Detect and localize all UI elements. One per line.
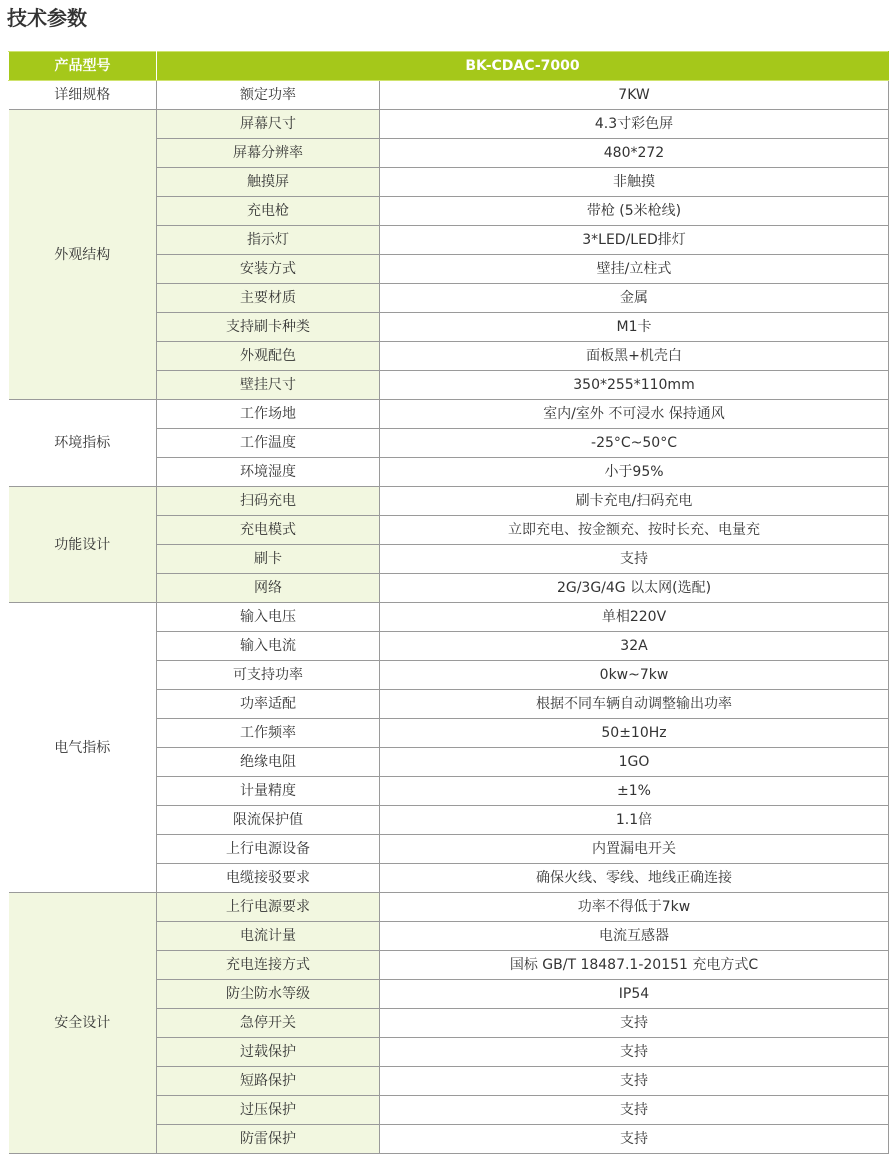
table-row <box>9 81 889 110</box>
param-value-cell: 立即充电、按金额充、按时长充、电量充 <box>380 516 889 545</box>
model-value-header: BK-CDAC-7000 <box>157 52 889 81</box>
param-name-cell: 屏幕分辨率 <box>157 139 380 168</box>
table-header-row <box>9 52 889 81</box>
param-value-cell: 刷卡充电/扫码充电 <box>380 487 889 516</box>
param-name-cell: 主要材质 <box>157 284 380 313</box>
group-label: 安全设计 <box>9 893 157 1154</box>
param-name-cell: 电流计量 <box>157 922 380 951</box>
param-value-cell: 确保火线、零线、地线正确连接 <box>380 864 889 893</box>
param-value-cell: 3*LED/LED排灯 <box>380 226 889 255</box>
param-name-cell: 扫码充电 <box>157 487 380 516</box>
table-row <box>9 487 889 516</box>
param-value-cell: 1GO <box>380 748 889 777</box>
param-value-cell: 带枪 (5米枪线) <box>380 197 889 226</box>
param-name-cell: 额定功率 <box>157 81 380 110</box>
param-name-cell: 短路保护 <box>157 1067 380 1096</box>
param-name-cell: 壁挂尺寸 <box>157 371 380 400</box>
param-value-cell: 小于95% <box>380 458 889 487</box>
param-value-cell: 4.3寸彩色屏 <box>380 110 889 139</box>
param-value-cell: 支持 <box>380 1038 889 1067</box>
param-value-cell: 支持 <box>380 545 889 574</box>
param-value-cell: 50±10Hz <box>380 719 889 748</box>
param-name-cell: 过载保护 <box>157 1038 380 1067</box>
param-name-cell: 充电模式 <box>157 516 380 545</box>
param-name-cell: 外观配色 <box>157 342 380 371</box>
param-value-cell: 480*272 <box>380 139 889 168</box>
param-value-cell: 金属 <box>380 284 889 313</box>
param-name-cell: 屏幕尺寸 <box>157 110 380 139</box>
param-name-cell: 可支持功率 <box>157 661 380 690</box>
param-value-cell: 32A <box>380 632 889 661</box>
param-name-cell: 过压保护 <box>157 1096 380 1125</box>
param-value-cell: 2G/3G/4G 以太网(选配) <box>380 574 889 603</box>
spec-table <box>8 51 889 1154</box>
param-name-cell: 输入电流 <box>157 632 380 661</box>
param-name-cell: 计量精度 <box>157 777 380 806</box>
param-name-cell: 防尘防水等级 <box>157 980 380 1009</box>
param-name-cell: 工作温度 <box>157 429 380 458</box>
param-name-cell: 充电枪 <box>157 197 380 226</box>
param-value-cell: 7KW <box>380 81 889 110</box>
param-name-cell: 功率适配 <box>157 690 380 719</box>
param-value-cell: ±1% <box>380 777 889 806</box>
param-name-cell: 绝缘电阻 <box>157 748 380 777</box>
param-name-cell: 电缆接驳要求 <box>157 864 380 893</box>
param-value-cell: 支持 <box>380 1067 889 1096</box>
param-value-cell: 室内/室外 不可浸水 保持通风 <box>380 400 889 429</box>
param-name-cell: 限流保护值 <box>157 806 380 835</box>
param-name-cell: 网络 <box>157 574 380 603</box>
param-value-cell: 支持 <box>380 1125 889 1154</box>
group-label: 外观结构 <box>9 110 157 400</box>
param-value-cell: 1.1倍 <box>380 806 889 835</box>
table-row <box>9 893 889 922</box>
param-value-cell: 支持 <box>380 1009 889 1038</box>
param-value-cell: 功率不得低于7kw <box>380 893 889 922</box>
group-label: 电气指标 <box>9 603 157 893</box>
param-name-cell: 急停开关 <box>157 1009 380 1038</box>
param-value-cell: 面板黑+机壳白 <box>380 342 889 371</box>
param-name-cell: 环境湿度 <box>157 458 380 487</box>
param-name-cell: 指示灯 <box>157 226 380 255</box>
param-name-cell: 触摸屏 <box>157 168 380 197</box>
param-value-cell: 国标 GB/T 18487.1-20151 充电方式C <box>380 951 889 980</box>
param-value-cell: 单相220V <box>380 603 889 632</box>
param-name-cell: 上行电源要求 <box>157 893 380 922</box>
table-row <box>9 400 889 429</box>
param-name-cell: 防雷保护 <box>157 1125 380 1154</box>
param-name-cell: 工作场地 <box>157 400 380 429</box>
param-value-cell: 支持 <box>380 1096 889 1125</box>
group-label: 功能设计 <box>9 487 157 603</box>
param-value-cell: 内置漏电开关 <box>380 835 889 864</box>
param-value-cell: 根据不同车辆自动调整输出功率 <box>380 690 889 719</box>
param-value-cell: M1卡 <box>380 313 889 342</box>
group-label: 环境指标 <box>9 400 157 487</box>
param-name-cell: 输入电压 <box>157 603 380 632</box>
param-name-cell: 刷卡 <box>157 545 380 574</box>
param-value-cell: IP54 <box>380 980 889 1009</box>
param-name-cell: 上行电源设备 <box>157 835 380 864</box>
param-name-cell: 充电连接方式 <box>157 951 380 980</box>
param-value-cell: -25°C~50°C <box>380 429 889 458</box>
param-value-cell: 壁挂/立柱式 <box>380 255 889 284</box>
param-value-cell: 非触摸 <box>380 168 889 197</box>
param-value-cell: 电流互感器 <box>380 922 889 951</box>
param-name-cell: 安装方式 <box>157 255 380 284</box>
table-row <box>9 603 889 632</box>
model-label-header: 产品型号 <box>9 52 157 81</box>
group-label: 详细规格 <box>9 81 157 110</box>
param-name-cell: 支持刷卡种类 <box>157 313 380 342</box>
param-value-cell: 350*255*110mm <box>380 371 889 400</box>
table-row <box>9 110 889 139</box>
spec-table-body <box>9 81 889 1154</box>
param-value-cell: 0kw~7kw <box>380 661 889 690</box>
param-name-cell: 工作频率 <box>157 719 380 748</box>
page-title: 技术参数 <box>7 6 87 30</box>
